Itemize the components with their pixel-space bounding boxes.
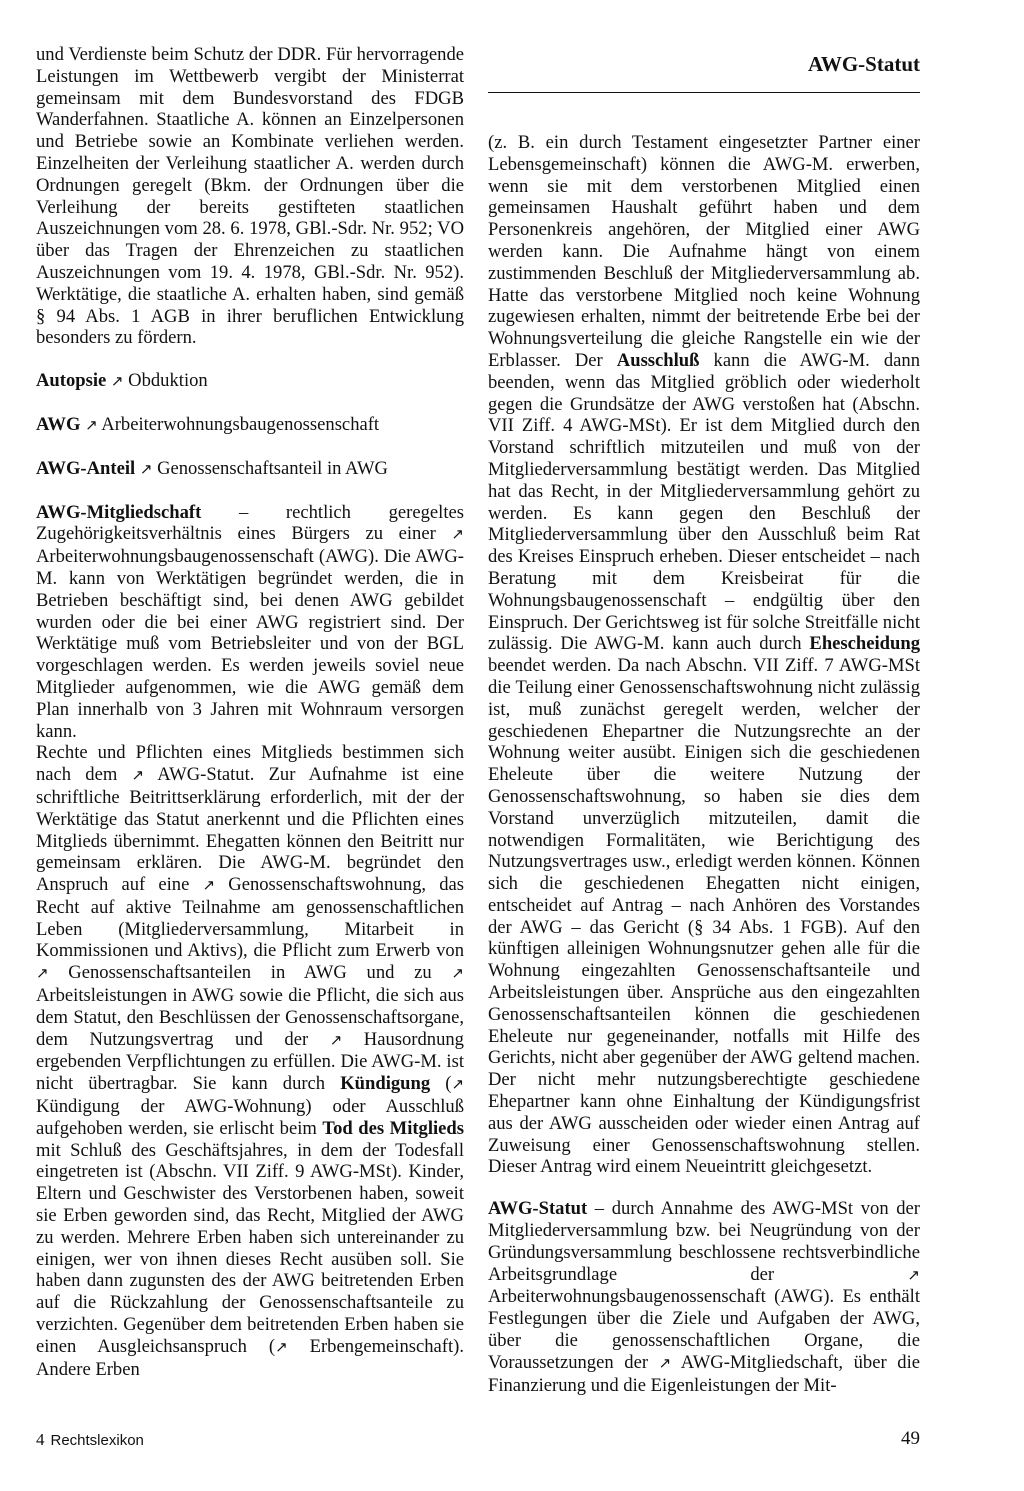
cross-reference-arrow-icon: ↗ <box>36 964 49 983</box>
keyword-tod-des-mitglieds: Tod des Mitglieds <box>322 1117 465 1139</box>
keyword-ausschluss: Ausschluß <box>616 349 700 371</box>
footer-signature <box>36 1430 144 1450</box>
entry-text: mit Schluß des Geschäftsjahres, in dem der Todesfall eingetreten ist (Abschn. VII Ziff. 9 AWG-MSt). Kinder, Eltern und Geschwister des Verstorbenen haben, soweit sie Erben geworden sind, das Recht, Mitglied der AWG zu werden. Mehrere Erben haben sich untereinander zu einigen, wer von ihnen dieses Recht ausüben soll. Sie haben dann zugunsten des der AWG beitretenden Erben auf die Rückzahlung der Genossenschaftsanteile zu verzichten. Gegenüber dem beitretenden Erben haben sie einen Ausgleichsanspruch ( <box>36 1139 464 1357</box>
running-head: AWG-Statut <box>807 52 920 76</box>
entry-term: AWG-Mitgliedschaft <box>36 501 202 523</box>
page-number: 49 <box>901 1428 920 1449</box>
cross-reference-arrow-icon: ↗ <box>85 415 98 434</box>
entry-text: Hausordnung ergebenden Verpflichtungen zu erfüllen. Die AWG-M. ist nicht übertragbar. Sie kann durch <box>36 1028 464 1095</box>
entry-text: AWG-Mitgliedschaft, über die Finanzierung und die Eigenleistungen der Mit- <box>488 1351 920 1396</box>
signature-number: 4 <box>36 1430 45 1449</box>
keyword-kuendigung: Kündigung <box>340 1073 431 1095</box>
cross-reference-arrow-icon: ↗ <box>329 1030 343 1049</box>
left-column <box>36 44 464 1380</box>
cross-reference-arrow-icon: ↗ <box>139 459 153 478</box>
entry-reference: Arbeiterwohnungsbaugenossenschaft <box>101 413 380 435</box>
paragraph-auszeichnung-continued: und Verdienste beim Schutz der DDR. Für hervorragende Leistungen im Wettbewerb vergibt der Ministerrat gemeinsam mit dem Bundesvorstand des FDGB Wanderfahnen. Staatliche A. können an Einzelpersonen und Betriebe sowie an Kombinate verliehen werden. Einzelheiten der Verleihung staatlicher A. werden durch Ordnungen geregelt (Bkm. der Ordnungen über die Verleihung der bereits gestifteten staatlichen Auszeichnungen vom 28. 6. 1978, GBl.-Sdr. Nr. 952; VO über das Tragen der Ehrenzeichen zu staatlichen Auszeichnungen vom 19. 4. 1978, GBl.-Sdr. Nr. 952). Werktätige, die staatliche A. erhalten haben, sind gemäß § 94 Abs. 1 AGB in ihrer beruflichen Entwicklung besonders zu fördern. <box>36 44 464 349</box>
cross-reference-arrow-icon: ↗ <box>451 525 464 544</box>
entry-text: (z. B. ein durch Testament eingesetzter Partner einer Lebensgemeinschaft) können die AWG-M. erwerben, wenn sie mit dem verstorbenen Mitglied einen gemeinsamen Haushalt geführt haben und dem Personenkreis angehören, der Mitglied einer AWG werden kann. Die Aufnahme hängt von einem zustimmenden Beschluß der Mitgliederversammlung ab. Hatte das verstorbene Mitglied noch keine Wohnung zugewiesen erhalten, nimmt der beitretende Erbe bei der Wohnungsverteilung die gleiche Rangstelle ein wie der Erblasser. Der <box>488 132 920 371</box>
entry-text: AWG-Statut. Zur Aufnahme ist eine schriftliche Beitrittserklärung erforderlich, mit der der Werktätige das Statut anerkennt und die Pflichten eines Mitglieds übernimmt. Ehegatten können den Beitritt nur gemeinsam erklären. Die AWG-M. begründet den Anspruch auf eine <box>36 764 464 896</box>
entry-text: Arbeitsleistungen in AWG sowie die Pflicht, die sich aus dem Statut, den Beschlüssen der Genossenschaftsorgane, dem Nutzungsvertrag und der <box>36 985 464 1050</box>
entry-text: – rechtlich geregeltes Zugehörigkeitsverhältnis eines Bürgers zu einer <box>36 501 464 545</box>
entry-text: Arbeiterwohnungsbaugenossenschaft (AWG). Es enthält Festlegungen über die Ziele und Aufgaben der AWG, über die genossenschaftlichen Organe, die Voraussetzungen der <box>488 1286 920 1373</box>
entry-text: – durch Annahme des AWG-MSt von der Mitgliederversammlung bzw. bei Neugründung von der Gründungsversammlung beschlossene rechtsverbindliche Arbeitsgrundlage der <box>488 1198 920 1285</box>
entry-text: Arbeiterwohnungsbaugenossenschaft (AWG). Die AWG-M. kann von Werktätigen begründet werden, die in Betrieben beschäftigt sind, bei denen AWG gebildet wurden oder die bei einer AWG registriert sind. Der Werktätige muß vom Betriebsleiter und von der BGL vorgeschlagen werden. Es werden jeweils soviel neue Mitglieder aufgenommen, wie die AWG gemäß dem Plan innerhalb von 3 Jahren mit Wohnraum versorgen kann. <box>36 546 464 742</box>
entry-awg-statut <box>488 1198 920 1396</box>
entry-term: AWG-Anteil <box>36 457 136 479</box>
signature-title: Rechtslexikon <box>50 1432 144 1449</box>
cross-reference-arrow-icon: ↗ <box>907 1265 920 1284</box>
keyword-ehescheidung: Ehescheidung <box>809 633 920 655</box>
cross-reference-arrow-icon: ↗ <box>202 876 216 895</box>
entry-text: Kündigung der AWG-Wohnung) oder Ausschluß aufgehoben werden, sie erlischt beim <box>36 1096 464 1139</box>
header-rule <box>488 92 920 93</box>
entry-awg-mitgliedschaft <box>36 502 464 743</box>
paragraph-erben-continued <box>488 132 920 1178</box>
entry-reference: Obduktion <box>128 370 208 392</box>
entry-term: AWG <box>36 413 81 435</box>
entry-autopsie <box>36 370 464 393</box>
entry-reference: Genossenschaftsanteil in AWG <box>157 457 388 479</box>
cross-reference-arrow-icon: ↗ <box>110 372 124 391</box>
cross-reference-arrow-icon: ↗ <box>451 964 464 983</box>
right-column <box>488 132 920 1396</box>
entry-awg-anteil <box>36 458 464 481</box>
entry-text: Rechte und Pflichten eines Mitglieds bestimmen sich nach dem <box>36 742 464 786</box>
entry-text: Genossenschaftswohnung, das Recht auf aktive Teilnahme am genossenschaftlichen Leben (Mitgliederversammlung, Mitarbeit in Kommissionen und Aktivs), die Pflicht zum Erwerb von <box>36 874 464 962</box>
cross-reference-arrow-icon: ↗ <box>275 1337 288 1356</box>
entry-text: ( <box>430 1073 452 1095</box>
cross-reference-arrow-icon: ↗ <box>451 1075 465 1094</box>
entry-text: Genossenschaftsanteilen in AWG und zu <box>48 962 452 984</box>
paragraph-rechte-pflichten <box>36 742 464 1380</box>
entry-awg <box>36 414 464 437</box>
cross-reference-arrow-icon: ↗ <box>131 766 145 785</box>
entry-text: kann die AWG-M. dann beenden, wenn das Mitglied gröblich oder wiederholt gegen die Grundsätze der AWG verstoßen hat (Abschn. VII Ziff. 4 AWG-MSt). Er ist dem Mitglied durch den Vorstand schriftlich mitzuteilen und muß von der Mitgliederversammlung bestätigt werden. Das Mitglied hat das Recht, in der Mitgliederversammlung gehört zu werden. Es kann gegen den Beschluß der Mitgliederversammlung über den Ausschluß beim Rat des Kreises Einspruch erheben. Dieser entscheidet – nach Beratung mit dem Kreisbeirat für die Wohnungsbaugenossenschaft – endgültig über den Einspruch. Der Gerichtsweg ist für solche Streitfälle nicht zulässig. Die AWG-M. kann auch durch <box>488 349 920 655</box>
cross-reference-arrow-icon: ↗ <box>658 1353 672 1372</box>
entry-term: Autopsie <box>36 370 107 392</box>
entry-text: beendet werden. Da nach Abschn. VII Ziff. 7 AWG-MSt die Teilung einer Genossenschaftswohnung nicht zulässig ist, muß zunächst geregelt werden, welcher der geschiedenen Ehepartner die Nutzungsrechte an der Wohnung weiter ausübt. Einigen sich die geschiedenen Eheleute über die weitere Nutzung der Genossenschaftswohnung, so haben sie dies dem Vorstand unverzüglich mitzuteilen, damit die notwendigen Formalitäten, wie Berichtigung des Nutzungsvertrages usw., erledigt werden können. Können sich die geschiedenen Ehegatten nicht einigen, entscheidet auf Antrag – nach Anhören des Vorstandes der AWG – das Gericht (§ 34 Abs. 1 FGB). Auf den künftigen alleinigen Wohnungsnutzer gehen alle für die Wohnung eingezahlten Genossenschaftsanteile und Arbeitsleistungen über. Ansprüche aus den eingezahlten Genossenschaftsanteilen können die geschiedenen Eheleute nur gegeneinander, notfalls mit Hilfe des Gerichts, nicht aber gegenüber der AWG geltend machen. Der nicht mehr nutzungsberechtigte geschiedene Ehepartner kann ohne Einhaltung der Kündigungsfrist aus der AWG ausscheiden oder wieder einen Antrag auf Zuweisung einer Genossenschaftswohnung stellen. Dieser Antrag wird einem Neueintritt gleichgesetzt. <box>488 655 920 1178</box>
entry-term: AWG-Statut <box>488 1198 588 1220</box>
entry-text: Erbengemeinschaft). Andere Erben <box>36 1335 464 1380</box>
